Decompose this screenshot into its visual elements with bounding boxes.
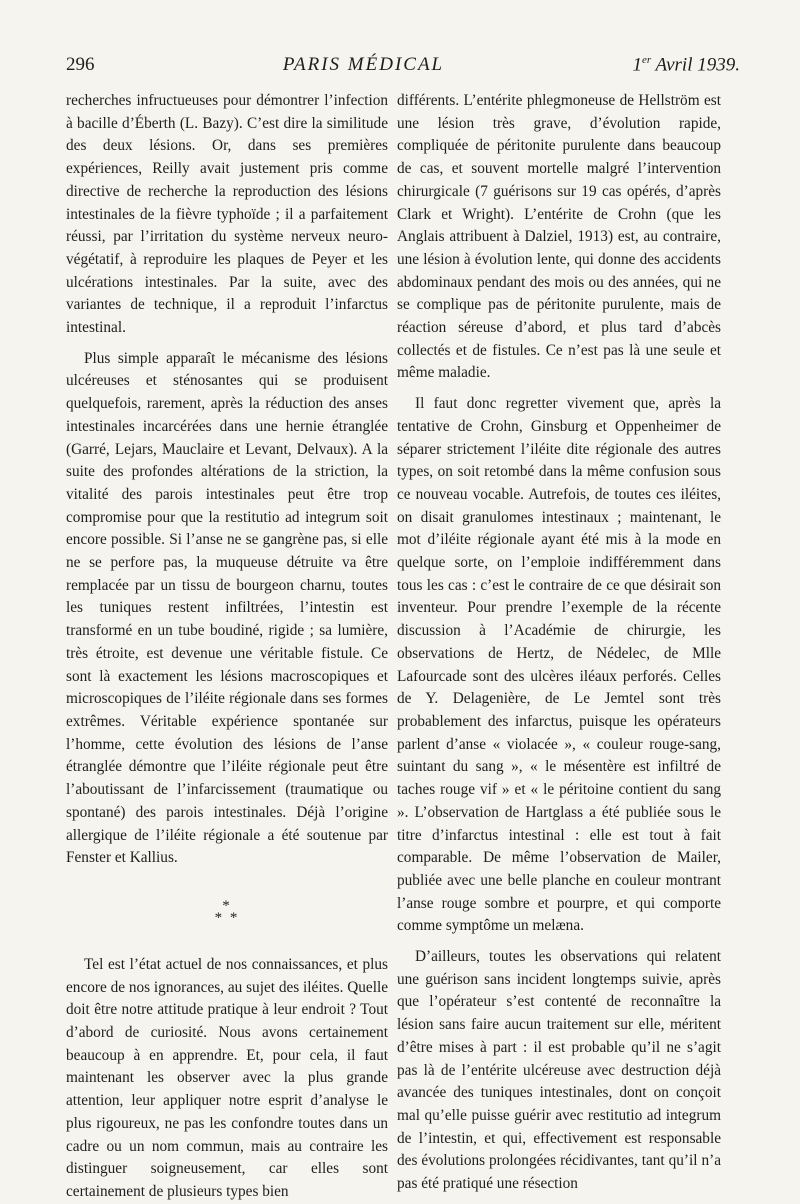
left-column	[66, 90, 388, 1204]
right-column	[397, 90, 721, 1196]
issue-date-sup: er	[641, 54, 652, 66]
page-header	[66, 54, 740, 88]
separator-star-bottom: * *	[214, 909, 240, 926]
right-paragraph-3: D’ailleurs, toutes les observations qui relatent une guérison sans incident longtemps suivie, après que l’opérateur s’est contenté de reconnaître la lésion sans faire aucun traitement sur elle, méritent d’être mises à part : il est probable qu’il ne s’agit pas là de l’entérite ulcéreuse avec destruction déjà avancée des tuniques intestinales, dont on conçoit mal qu’elle puisse guérir avec restitutio ad integrum de l’intestin, et qui, effectivement est responsable des évolutions prolongées récidivantes, tant qu’il n’a pas été pratiqué une résection	[397, 948, 721, 1193]
issue-date	[632, 54, 740, 76]
left-paragraph-2: Plus simple apparaît le mécanisme des lésions ulcéreuses et sténosantes qui se produisent quelquefois, rarement, après la réduction des anses intestinales incarcérées dans une hernie étranglée (Garré, Lejars, Mauclaire et Levant, Delvaux). A la suite des profondes altérations de la striction, la vitalité des parois intestinales peut être trop compromise pour que la restitutio ad integrum soit encore possible. Si l’anse ne se gangrène pas, si elle ne se perfore pas, la muqueuse détruite va être remplacée par un tissu de bourgeon charnu, toutes les tuniques restent infiltrées, l’intestin est transformé en un tube boudiné, rigide ; sa lumière, très étroite, est devenue une véritable fistule. Ce sont là exactement les lésions macroscopiques et microscopiques de l’iléite régionale dans ses formes extrêmes. Véritable expérience spontanée sur l’homme, cette évolution des lésions de l’anse étranglée démontre que l’iléite régionale peut être l’aboutissant de l’infarcissement (traumatique ou spontané) des parois intestinales. Déjà l’origine allergique de l’iléite régionale a été soutenue par Fenster et Kallius.	[66, 349, 388, 867]
left-paragraph-1: recherches infructueuses pour démontrer l’infection à bacille d’Éberth (L. Bazy). C’est dire la similitude des deux lésions. Or, dans ses premières expériences, Reilly avait justement pris comme directive de recherche la reproduction des lésions intestinales de la fièvre typhoïde ; il a parfaitement réussi, par l’irritation du système nerveux neuro-végétatif, à reproduire les plaques de Peyer et les ulcérations intestinales. Par la suite, avec des variantes de technique, il a reproduit l’infarctus intestinal.	[66, 92, 388, 337]
right-paragraph-2: Il faut donc regretter vivement que, après la tentative de Crohn, Ginsburg et Oppenheimer de séparer strictement l’iléite dite régionale des autres types, on soit retombé dans la même confusion sous ce nouveau vocable. Autrefois, de toutes ces iléites, on disait granulomes intestinaux ; maintenant, le mot d’iléite régionale ayant été mis à la mode en quelque sorte, on l’emploie indifféremment dans tous les cas : c’est le contraire de ce que désirait son inventeur. Pour prendre l’exemple de la récente discussion à l’Académie de chirurgie, les observations de Hertz, de Nédelec, de Mlle Lafourcade sont des ulcères iléaux perforés. Celles de Y. Delagenière, de Le Jemtel sont très probablement des infarctus, puisque les opérateurs parlent d’anse « violacée », « couleur rouge-sang, suintant du sang », « le mésentère est infiltré de taches rouge vif » et « le péritoine contient du sang ». L’observation de Hartglass a été publiée sous le titre d’infarctus intestinal : elle est tout à fait comparable. De même l’observation de Mailer, publiée avec une belle planche en couleur montrant l’anse rouge sombre et pourpre, et qui comporte comme symptôme un melæna.	[397, 395, 721, 935]
issue-date-day: 1	[632, 54, 642, 76]
issue-date-rest: Avril 1939.	[651, 54, 740, 76]
right-paragraph-1: différents. L’entérite phlegmoneuse de Hellström est une lésion très grave, d’évolution rapide, compliquée de péritonite purulente dans beaucoup de cas, et souvent mortelle malgré l’intervention chirurgicale (7 guérisons sur 19 cas opérés, d’après Clark et Wright). L’entérite de Crohn (que les Anglais attribuent à Dalziel, 1913) est, au contraire, une lésion à évolution lente, qui donne des accidents abdominaux pendant des mois ou des années, qui ne se complique pas de péritonite purulente, mais de réaction séreuse d’abord, et plus tard d’abcès collectés et de fistules. Ce n’est pas là une seule et même maladie.	[397, 92, 721, 382]
page-number: 296	[66, 54, 95, 76]
section-separator	[66, 897, 388, 926]
separator-star-top: *	[222, 897, 232, 914]
left-paragraph-3: Tel est l’état actuel de nos connaissances, et plus encore de nos ignorances, au sujet des iléites. Quelle doit être notre attitude pratique à leur endroit ? Tout d’abord de curiosité. Nous avons certainement beaucoup à en apprendre. Et, pour cela, il faut maintenant les observer avec la plus grande attention, leur appliquer notre esprit d’analyse le plus rigoureux, ne pas les confondre toutes dans un cadre ou un nom commun, mais au contraire les distinguer soigneusement, car elles sont certainement de plusieurs types bien	[66, 955, 388, 1200]
journal-title: PARIS MÉDICAL	[282, 54, 445, 76]
